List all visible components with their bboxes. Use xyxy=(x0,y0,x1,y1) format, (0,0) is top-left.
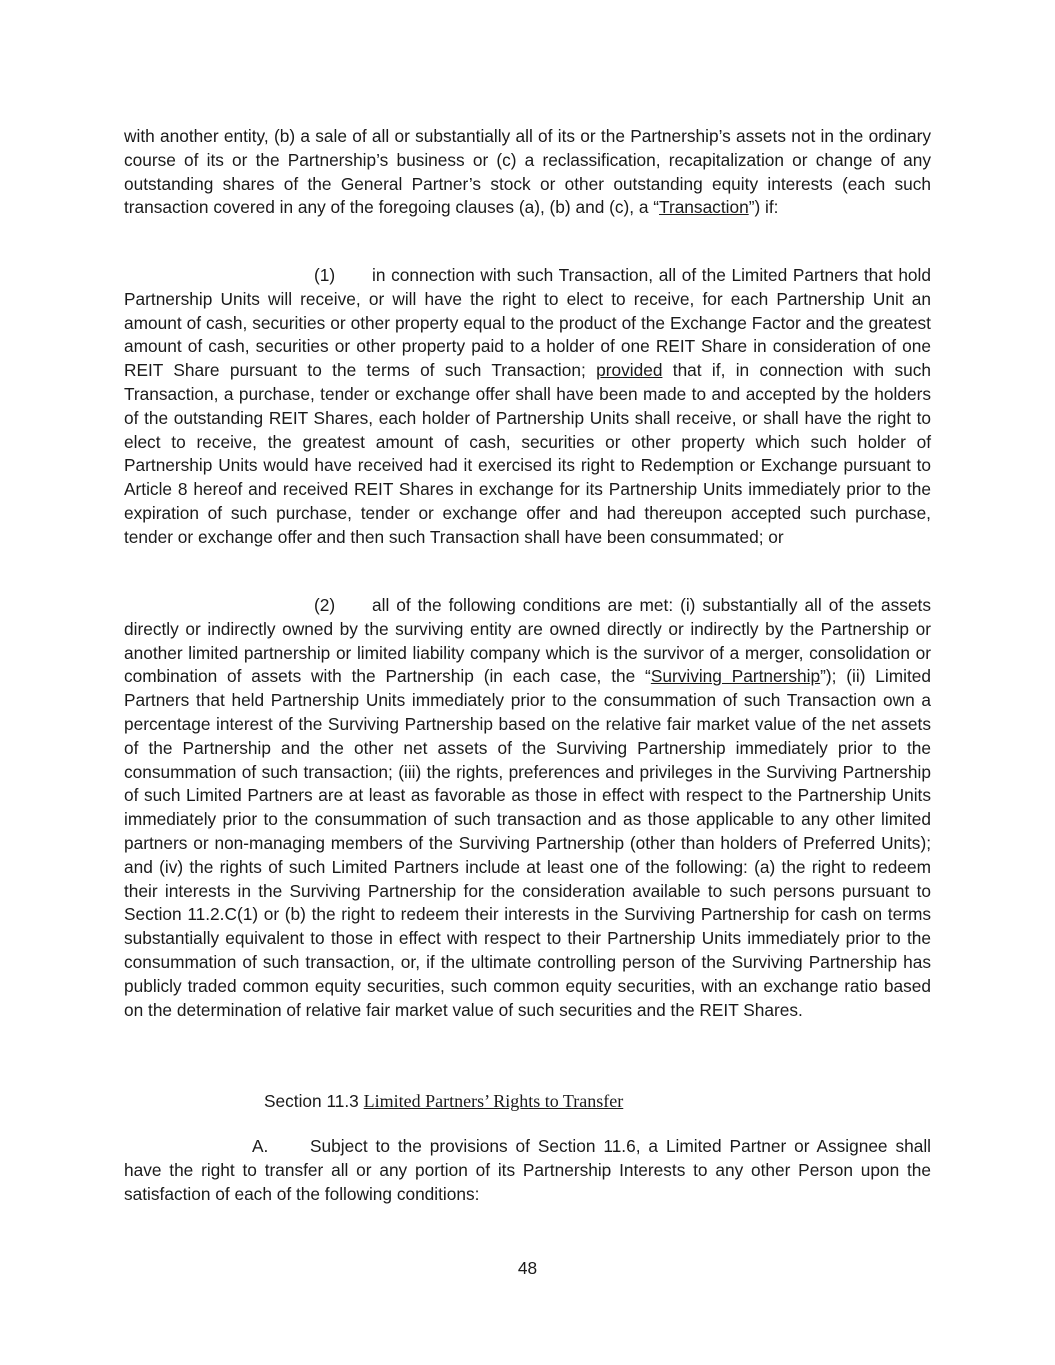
intro-text-end: ”) if: xyxy=(748,197,779,218)
intro-paragraph-block xyxy=(124,125,931,220)
section-heading xyxy=(264,1089,623,1113)
clause-2-block xyxy=(124,594,931,1022)
clause-1-paragraph xyxy=(124,264,931,550)
intro-paragraph xyxy=(124,125,931,220)
section-number: Section 11.3 xyxy=(264,1091,359,1111)
clause-2-text-end: ”); (ii) Limited Partners that held Partnership Units immediately prior to the consummation of such Transaction own a percentage interest of the Surviving Partnership based on the relative fair market value of the net assets of the Partnership and the other net assets of the Surviving Partnership immediately prior to the consummation of such transaction; (iii) the rights, preferences and privileges in the Surviving Partnership of such Limited Partners are at least as favorable as those in effect with respect to the Partnership Units immediately prior to the consummation of such transaction and as those applicable to any other limited partners or non-managing members of the Surviving Partnership (other than holders of Preferred Units); and (iv) the rights of such Limited Partners include at least one of the following: (a) the right to redeem their interests in the Surviving Partnership for the consideration available to such persons pursuant to Section 11.2.C(1) or (b) the right to redeem their interests in the Surviving Partnership for cash on terms substantially equivalent to those in effect with respect to their Partnership Units immediately prior to the consummation of such transaction, or, if the ultimate controlling person of the Surviving Partnership has publicly traded common equity securities, such common equity securities, with an exchange ratio based on the determination of relative fair market value of such securities and the REIT Shares. xyxy=(124,666,932,1020)
subsection-a-block xyxy=(124,1135,931,1206)
clause-1-text-start: in connection with such Transaction, all of the Limited Partners that hold Partnership Units will receive, or will have the right to elect to receive, for each Partnership Unit an amount of cash, securities or other property equal to the product of the Exchange Factor and the greatest amount of cash, securities or other property paid to a holder of one REIT Share in consideration of one REIT Share pursuant to the terms of such Transaction; xyxy=(124,265,931,381)
subsection-a-letter: A. xyxy=(252,1136,269,1156)
clause-2-paragraph xyxy=(124,594,931,1022)
clause-1-block xyxy=(124,264,931,550)
clause-2-text-start: all of the following conditions are met: (i) substantially all of the assets directly or indirectly owned by the surviving entity are owned directly or indirectly by the Partnership or another limited partnership or limited liability company which is the survivor of a merger, consolidation or combination of assets with the Partnership (in each case, the “ xyxy=(124,595,931,687)
section-title: Limited Partners’ Rights to Transfer xyxy=(363,1091,624,1111)
clause-2-number: (2) xyxy=(314,595,336,615)
clause-1-number: (1) xyxy=(314,265,336,285)
subsection-a-paragraph xyxy=(124,1135,931,1206)
clause-1-text-end: that if, in connection with such Transaction, a purchase, tender or exchange offer shall have been made to and accepted by the holders of the outstanding REIT Shares, each holder of Partnership Units shall receive, or shall have the right to elect to receive, the greatest amount of cash, securities or other property which such holder of Partnership Units would have received had it exercised its right to Redemption or Exchange pursuant to Article 8 hereof and received REIT Shares in exchange for its Partnership Units immediately prior to the expiration of such purchase, tender or exchange offer and had thereupon accepted such purchase, tender or exchange offer and then such Transaction shall have been consummated; or xyxy=(124,360,931,547)
provided-underlined: provided xyxy=(596,360,663,381)
intro-text-start: with another entity, (b) a sale of all or substantially all of its or the Partnership’s assets not in the ordinary course of its or the Partnership’s business or (c) a reclassification, recapitalization or change of any outstanding shares of the General Partner’s stock or other outstanding equity interests (each such transaction covered in any of the foregoing clauses (a), (b) and (c), a “ xyxy=(124,126,931,218)
defined-term-transaction: Transaction xyxy=(659,197,749,218)
defined-term-surviving-partnership: Surviving Partnership xyxy=(650,666,821,687)
subsection-a-text: Subject to the provisions of Section 11.6, a Limited Partner or Assignee shall have the right to transfer all or any portion of its Partnership Interests to any other Person upon the satisfaction of each of the following conditions: xyxy=(124,1136,931,1204)
page-number: 48 xyxy=(517,1258,538,1278)
